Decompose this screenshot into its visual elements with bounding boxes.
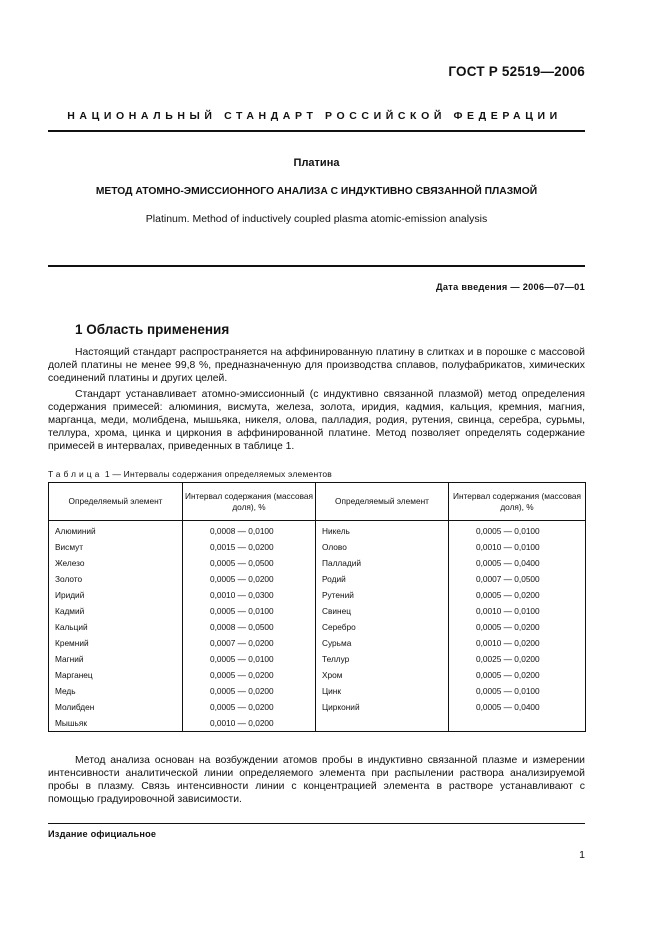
english-title: Platinum. Method of inductively coupled plasma atomic-emission analysis [145, 213, 488, 225]
element-name: Молибден [49, 699, 183, 715]
scope-paragraph-1: Настоящий стандарт распространяется на аффинированную платину в слитках и в порошке с массовой долей платины не менее 99,8 %, предназначенную для производства сплавов, полуфабрикатов, химических соединений платины и других целей. [48, 347, 585, 384]
table-row [49, 667, 586, 683]
interval-value: 0,0005 — 0,0100 [183, 603, 316, 619]
interval-value: 0,0025 — 0,0200 [449, 651, 586, 667]
element-name: Мышьяк [49, 715, 183, 732]
interval-value: 0,0008 — 0,0500 [183, 619, 316, 635]
introduction-date: Дата введения — 2006—07—01 [436, 282, 585, 292]
intervals-table [48, 482, 586, 732]
element-name: Марганец [49, 667, 183, 683]
interval-value: 0,0010 — 0,0200 [449, 635, 586, 651]
page-number: 1 [579, 849, 585, 861]
element-name [316, 715, 449, 732]
header-interval-right: Интервал содержания (массовая доля), % [449, 483, 586, 521]
interval-value: 0,0005 — 0,0100 [183, 651, 316, 667]
doc-number: ГОСТ Р 52519—2006 [448, 64, 585, 79]
element-name: Золото [49, 571, 183, 587]
element-name: Палладий [316, 555, 449, 571]
interval-value: 0,0005 — 0,0200 [183, 699, 316, 715]
national-standard-banner: НАЦИОНАЛЬНЫЙ СТАНДАРТ РОССИЙСКОЙ ФЕДЕРАЦИИ [67, 110, 562, 122]
element-name: Родий [316, 571, 449, 587]
table-row [49, 539, 586, 555]
method-paragraph: Метод анализа основан на возбуждении атомов пробы в индуктивно связанной плазме и измерении интенсивности аналитической линии определяемого элемента при распылении раствора анализируемой пробы в плазму. Связь интенсивности линии с концентрацией элемента в растворе устанавливают с помощью градуировочной зависимости. [48, 755, 585, 805]
element-name: Кадмий [49, 603, 183, 619]
table-row [49, 683, 586, 699]
header-element-right: Определяемый элемент [316, 483, 449, 521]
interval-value: 0,0005 — 0,0100 [449, 683, 586, 699]
scope-paragraph-2: Стандарт устанавливает атомно-эмиссионный (с индуктивно связанной плазмой) метод определения содержания примесей: алюминия, висмута, железа, золота, иридия, кадмия, кальция, кремния, магния, марганца, меди, молибдена, мышьяка, никеля, олова, палладия, родия, рутения, свинца, серебра, сурьмы, теллура, хрома, цинка и циркония в аффинированной платине. Метод позволяет определять содержание примесей в интервалах, приведенных в таблице 1. [48, 389, 585, 452]
element-name: Цирконий [316, 699, 449, 715]
table-row [49, 651, 586, 667]
interval-value: 0,0005 — 0,0200 [449, 619, 586, 635]
interval-value: 0,0007 — 0,0200 [183, 635, 316, 651]
interval-value: 0,0005 — 0,0400 [449, 555, 586, 571]
interval-value: 0,0010 — 0,0100 [449, 539, 586, 555]
element-name: Иридий [49, 587, 183, 603]
edition-note: Издание официальное [48, 829, 157, 839]
table-row [49, 699, 586, 715]
document-title: Платина [293, 157, 340, 169]
interval-value: 0,0008 — 0,0100 [183, 521, 316, 540]
section-heading: 1 Область применения [75, 322, 230, 337]
table-row [49, 571, 586, 587]
table-caption-label: Таблица [48, 469, 103, 479]
header-interval-left: Интервал содержания (массовая доля), % [183, 483, 316, 521]
interval-value: 0,0005 — 0,0400 [449, 699, 586, 715]
interval-value: 0,0005 — 0,0500 [183, 555, 316, 571]
interval-value: 0,0010 — 0,0300 [183, 587, 316, 603]
element-name: Свинец [316, 603, 449, 619]
element-name: Олово [316, 539, 449, 555]
element-name: Хром [316, 667, 449, 683]
table-caption-text: 1 — Интервалы содержания определяемых элементов [104, 469, 332, 479]
element-name: Кремний [49, 635, 183, 651]
element-name: Никель [316, 521, 449, 540]
table-row [49, 635, 586, 651]
table-row [49, 715, 586, 732]
footer-divider [48, 823, 585, 824]
element-name: Рутений [316, 587, 449, 603]
element-name: Медь [49, 683, 183, 699]
table-row [49, 587, 586, 603]
element-name: Железо [49, 555, 183, 571]
interval-value: 0,0005 — 0,0200 [449, 667, 586, 683]
table-row [49, 555, 586, 571]
element-name: Алюминий [49, 521, 183, 540]
interval-value: 0,0005 — 0,0200 [183, 571, 316, 587]
interval-value: 0,0010 — 0,0200 [183, 715, 316, 732]
top-divider [48, 130, 585, 132]
table-row [49, 603, 586, 619]
interval-value: 0,0005 — 0,0200 [449, 587, 586, 603]
interval-value: 0,0015 — 0,0200 [183, 539, 316, 555]
interval-value: 0,0005 — 0,0200 [183, 667, 316, 683]
element-name: Висмут [49, 539, 183, 555]
element-name: Сурьма [316, 635, 449, 651]
table-header-row [49, 483, 586, 521]
table-row [49, 521, 586, 540]
element-name: Кальций [49, 619, 183, 635]
interval-value: 0,0007 — 0,0500 [449, 571, 586, 587]
document-subtitle: МЕТОД АТОМНО-ЭМИССИОННОГО АНАЛИЗА С ИНДУКТИВНО СВЯЗАННОЙ ПЛАЗМОЙ [95, 186, 538, 197]
element-name: Магний [49, 651, 183, 667]
interval-value: 0,0005 — 0,0200 [183, 683, 316, 699]
header-element-left: Определяемый элемент [49, 483, 183, 521]
title-divider [48, 265, 585, 267]
element-name: Серебро [316, 619, 449, 635]
interval-value: 0,0005 — 0,0100 [449, 521, 586, 540]
table-caption [48, 469, 332, 479]
element-name: Теллур [316, 651, 449, 667]
table-row [49, 619, 586, 635]
interval-value [449, 715, 586, 732]
element-name: Цинк [316, 683, 449, 699]
interval-value: 0,0010 — 0,0100 [449, 603, 586, 619]
